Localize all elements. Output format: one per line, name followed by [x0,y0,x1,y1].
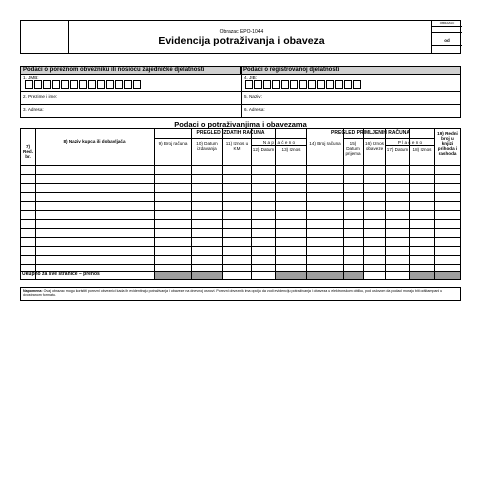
col-8-header: 8) Naziv kupca ili dobavljača [63,139,126,144]
activity-heading: Podaci o registrovanoj djelatnosti [241,67,460,75]
paid-received-heading: P l a ć e n o [397,140,423,145]
col-7-header: 7) Red. br. [23,144,33,159]
address-label: 3. Adresa: [23,107,44,112]
received-heading: PREGLED PRIMLJENIH RAČUNA [331,130,410,136]
col-12-header: 12) Datum [252,147,275,152]
page-of-label: od [444,38,450,43]
col-15-header: 15) Datum prijema [345,141,361,156]
issued-heading: PREGLED IZDATIH RAČUNA [196,130,265,136]
note-text: Ovaj obrazac mogu koristiti porezni obveznici kada ih evidentiraju potraživanja i obaveze na dnevnoj osnovi. Porezni obveznik ima opciju da vodi evidenciju potraživanja i obaveza u elektronskom obliku, pod uslovom da podaci moraju biti odštampani u dvostranom formatu. [23,289,443,298]
jib-label: 4. JIB: [244,75,258,80]
col-11-header: 11) Iznos u KM [225,141,249,151]
note-label: Napomena: [23,289,43,293]
form-code: Obrazac EPO-1044 [219,29,264,35]
table-title: Podaci o potraživanjima i obavezama [174,120,307,129]
taxpayer-section [20,66,461,118]
page-box-label: OBRAZAC [439,21,455,25]
col-19-header: 19) Redni broj u knjizi prihoda i rashoda [437,131,458,156]
footnote [20,287,461,301]
jmb-label: 1. JMB: [23,75,39,80]
col-17-header: 17) Datum [386,147,409,152]
form-header [20,20,461,54]
receivables-table [20,128,461,280]
col-9-header: 9) Broj računa [158,141,188,146]
col-18-header: 18) Iznos [412,147,432,152]
name-label: 2. Prezime i ime: [23,94,58,99]
paid-issued-heading: N a p l a ć e n o [262,140,296,145]
taxpayer-heading: Podaci o poreznom obvezniku ili nosiocu zajedničke djelatnosti [21,67,241,75]
total-label: Ukupno za sve stranice – prenos [22,271,100,277]
col-14-header: 14) Broj računa [309,141,341,146]
form-title: Evidencija potraživanja i obaveza [158,35,325,47]
activity-address-label: 6. Adresa: [244,107,265,112]
col-16-header: 16) Iznos obaveze [365,141,384,151]
jmb-field[interactable] [21,67,241,87]
page-number-box [431,21,461,53]
activity-name-label: 5. Naziv: [244,94,262,99]
col-10-header: 10) Datum izdavanja [196,141,218,151]
jib-field[interactable] [241,67,460,87]
col-13-header: 13) Iznos [281,147,301,152]
